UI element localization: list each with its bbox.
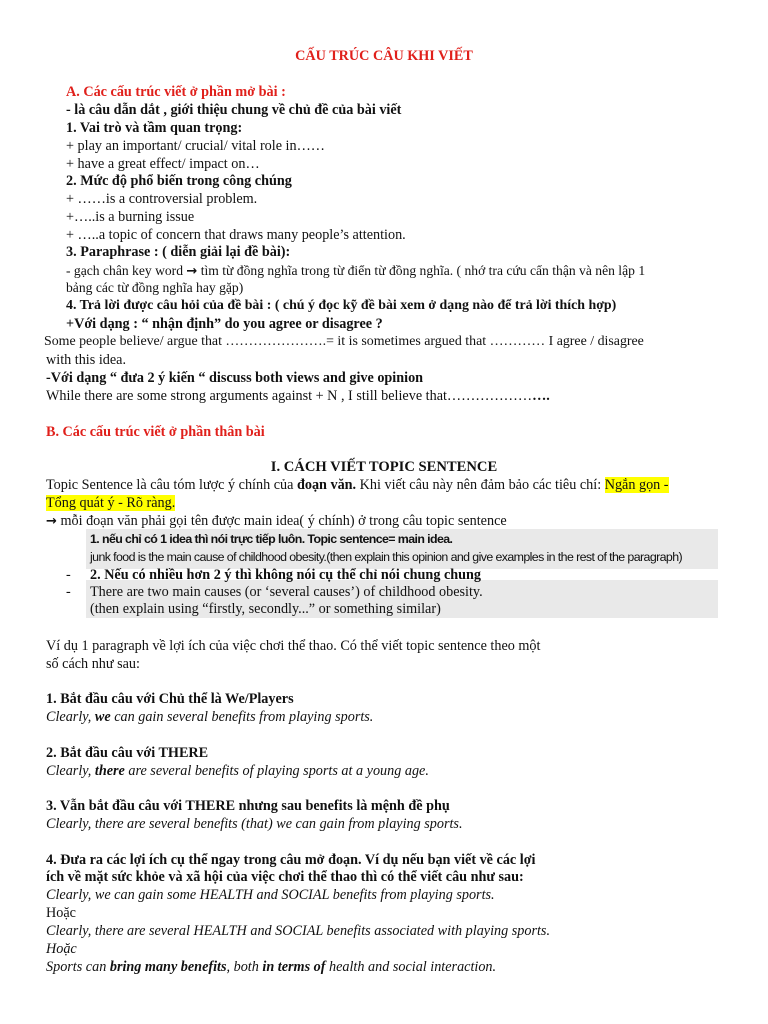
item3-prefix: - gạch chân key word — [66, 263, 184, 278]
box-line-1: 1. nếu chỉ có 1 idea thì nói trực tiếp luôn. Topic sentence= main idea. — [90, 532, 453, 546]
item4-sub2: -Với dạng “ đưa 2 ý kiến “ discuss both views and give opinion — [46, 370, 424, 386]
example-4-sentence-3 — [46, 958, 496, 976]
ts-text-b: Khi viết câu này nên đảm bảo các tiêu chí: — [356, 477, 605, 493]
example-2-part-a: Clearly, — [46, 763, 95, 779]
example-3-sentence: Clearly, there are several benefits (that) we can gain from playing sports. — [46, 816, 463, 832]
or-label-1: Hoặc — [46, 905, 76, 921]
example-4-sentence-2: Clearly, there are several HEALTH and SOCIAL benefits associated with playing sports. — [46, 923, 551, 939]
example-1-part-a: Clearly, — [46, 709, 95, 725]
section-a-intro: - là câu dẫn dắt , giới thiệu chung về chủ đề của bài viết — [66, 102, 402, 118]
section-a-heading: A. Các cấu trúc viết ở phần mở bài : — [66, 84, 286, 100]
item4-sub2-example-text: While there are some strong arguments against + N , I still believe that……………… — [46, 388, 533, 404]
example-2-part-b: there — [94, 763, 125, 779]
example-1-title: 1. Bắt đầu câu với Chủ thể là We/Players — [46, 691, 294, 707]
example-1-sentence — [46, 708, 373, 726]
bullet-dash: - — [66, 567, 71, 583]
or-label-2: Hoặc — [46, 941, 77, 957]
example-intro-line1: Ví dụ 1 paragraph về lợi ích của việc chơi thể thao. Có thể viết topic sentence theo một — [46, 638, 541, 654]
example-4-s3-d: in terms of — [262, 959, 326, 975]
topic-sentence-definition — [46, 476, 669, 494]
example-intro-line2: số cách như sau: — [46, 656, 140, 672]
example-4-sentence-1: Clearly, we can gain some HEALTH and SOCIAL benefits from playing sports. — [46, 887, 495, 903]
topic-sentence-heading: I. CÁCH VIẾT TOPIC SENTENCE — [270, 459, 498, 475]
item4-sub2-example — [46, 387, 550, 405]
example-4-title-line1: 4. Đưa ra các lợi ích cụ thể ngay trong câu mở đoạn. Ví dụ nếu bạn viết về các lợi — [46, 852, 536, 868]
example-4-s3-a: Sports can — [46, 959, 110, 975]
ts-highlight-1: Ngắn gọn - — [604, 477, 669, 493]
page-title: CẤU TRÚC CÂU KHI VIẾT — [295, 48, 473, 64]
ts-text-a: Topic Sentence là câu tóm lược ý chính của — [46, 477, 297, 493]
example-2-part-c: are several benefits of playing sports at a young age. — [124, 763, 429, 779]
item3-line2: bảng các từ đồng nghĩa hay gặp) — [66, 280, 244, 295]
item4-title: 4. Trả lời được câu hỏi của đề bài : ( chú ý đọc kỹ đề bài xem ở dạng nào để trả lời thích hợp) — [66, 298, 617, 313]
main-idea-note-text: mỗi đoạn văn phải gọi tên được main idea( ý chính) ở trong câu topic sentence — [56, 513, 507, 529]
item1-title: 1. Vai trò và tầm quan trọng: — [66, 120, 243, 136]
item2-line1: + ……is a controversial problem. — [66, 191, 258, 207]
item1-line1: + play an important/ crucial/ vital role in…… — [66, 138, 325, 154]
ts-highlight-line — [46, 494, 175, 512]
section-b-heading: B. Các cấu trúc viết ở phần thân bài — [46, 424, 265, 440]
item2-line2: +…..is a burning issue — [66, 209, 195, 225]
item1-line2: + have a great effect/ impact on… — [66, 156, 260, 172]
item4-sub1-example-line1: Some people believe/ argue that ………………….= it is sometimes argued that ………… I agree / disagree — [44, 334, 644, 349]
example-3-title: 3. Vẫn bắt đầu câu với THERE nhưng sau benefits là mệnh đề phụ — [46, 798, 450, 814]
box-line-3: 2. Nếu có nhiều hơn 2 ý thì không nói cụ thể chỉ nói chung chung — [90, 567, 482, 583]
example-1-part-b: we — [94, 709, 111, 725]
example-2-sentence — [46, 762, 429, 780]
box-line-5: (then explain using “firstly, secondly...” or something similar) — [90, 601, 441, 617]
example-1-part-c: can gain several benefits from playing sports. — [110, 709, 374, 725]
item4-sub1: +Với dạng : “ nhận định” do you agree or disagree ? — [66, 316, 383, 332]
ts-text-bold: đoạn văn. — [296, 477, 357, 493]
box-line-2: junk food is the main cause of childhood obesity.(then explain this opinion and give examples in the rest of the paragraph) — [90, 550, 683, 564]
box-line-4: There are two main causes (or ‘several causes’) of childhood obesity. — [90, 584, 483, 600]
example-2-title: 2. Bắt đầu câu với THERE — [46, 745, 209, 761]
example-4-title-line2: ích về mặt sức khỏe và xã hội của việc chơi thể thao thì có thể viết câu như sau: — [46, 869, 524, 885]
item3-rest: tìm từ đồng nghĩa trong từ điển từ đồng nghĩa. ( nhớ tra cứu cẩn thận và nên lập 1 — [200, 263, 646, 278]
bullet-dash: - — [66, 584, 71, 600]
arrow-right-icon: → — [46, 514, 57, 529]
item4-sub1-example-line2: with this idea. — [46, 352, 126, 368]
example-4-s3-b: bring many benefits — [109, 959, 227, 975]
example-4-s3-e: health and social interaction. — [325, 959, 497, 975]
example-4-s3-c: , both — [226, 959, 263, 975]
item3-title: 3. Paraphrase : ( diễn giải lại đề bài): — [66, 244, 291, 260]
arrow-right-icon: → — [186, 264, 198, 279]
ts-highlight-2: Tổng quát ý - Rõ ràng. — [46, 495, 176, 511]
item4-sub2-example-ellipsis: …. — [532, 388, 550, 404]
item2-line3: + …..a topic of concern that draws many people’s attention. — [66, 227, 406, 243]
item2-title: 2. Mức độ phổ biến trong công chúng — [66, 173, 292, 189]
